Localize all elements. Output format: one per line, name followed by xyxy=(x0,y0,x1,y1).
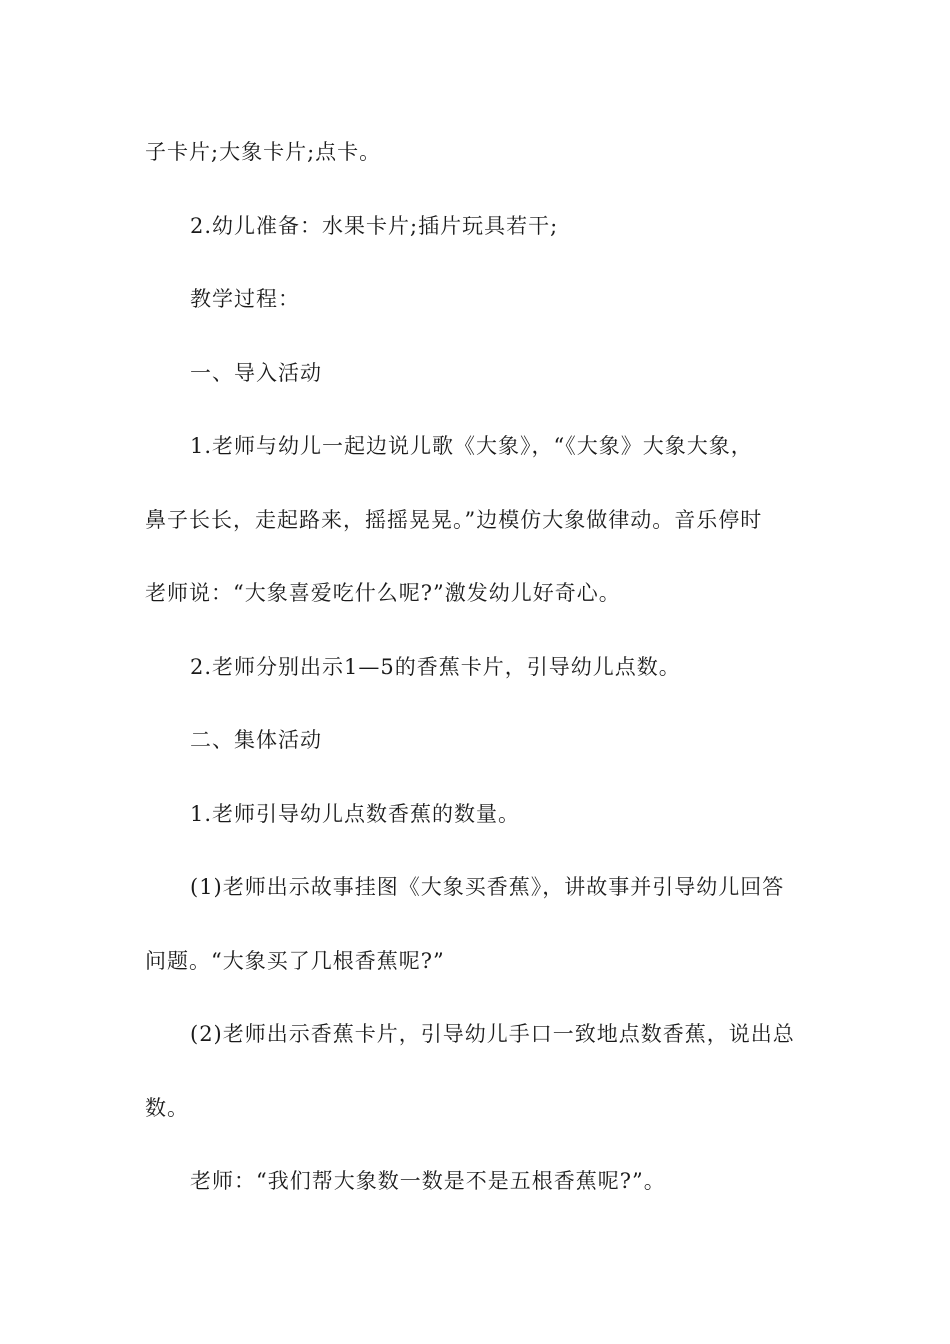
section-heading-group-activity: 二、集体活动 xyxy=(190,728,322,752)
section-heading-teaching-process: 教学过程： xyxy=(190,287,300,311)
text-line-10: 1.老师引导幼儿点数香蕉的数量。 xyxy=(190,801,521,826)
text-line-2: 2.幼儿准备：水果卡片;插片玩具若干; xyxy=(190,213,559,238)
text-line-8: 2.老师分别出示1—5的香蕉卡片，引导幼儿点数。 xyxy=(190,654,681,679)
text-line-12: 问题。“大象买了几根香蕉呢?” xyxy=(145,948,445,973)
section-heading-intro-activity: 一、导入活动 xyxy=(190,360,322,385)
text-line-6: 鼻子长长，走起路来，摇摇晃晃。”边模仿大象做律动。音乐停时 xyxy=(145,507,763,532)
text-line-13: (2)老师出示香蕉卡片，引导幼儿手口一致地点数香蕉，说出总 xyxy=(190,1022,795,1046)
text-line-14: 数。 xyxy=(145,1095,189,1120)
document-body xyxy=(145,128,810,1231)
text-line-15: 老师：“我们帮大象数一数是不是五根香蕉呢?”。 xyxy=(190,1169,666,1193)
text-line-1: 子卡片;大象卡片;点卡。 xyxy=(145,140,382,164)
text-line-5: 1.老师与幼儿一起边说儿歌《大象》，“《大象》大象大象， xyxy=(190,434,753,458)
text-line-7: 老师说：“大象喜爱吃什么呢?”激发幼儿好奇心。 xyxy=(145,581,621,605)
text-line-11: (1)老师出示故事挂图《大象买香蕉》，讲故事并引导幼儿回答 xyxy=(190,875,785,899)
